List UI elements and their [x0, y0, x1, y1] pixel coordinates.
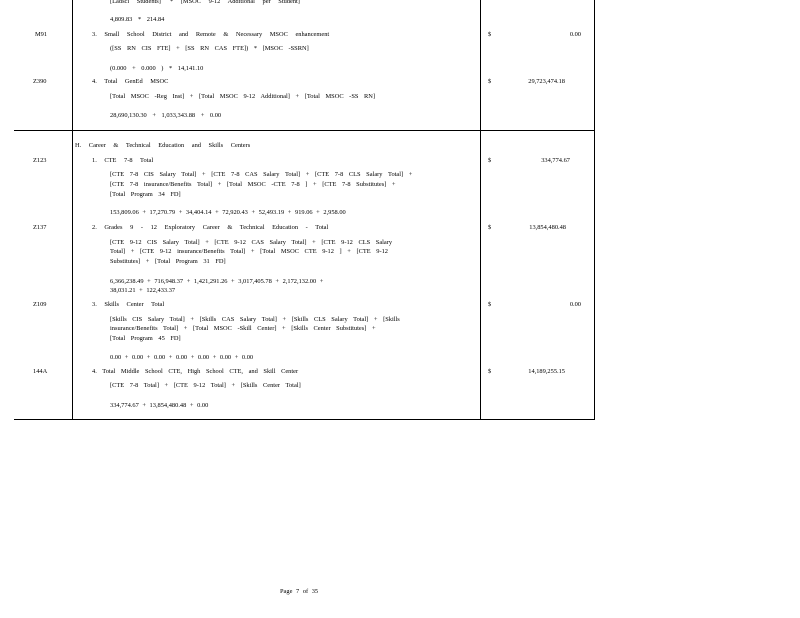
z137-values-line1: 6,366,238.49 + 716,948.37 + 1,421,291.26 + 3,017,405.78 + 2,172,132.00 + [110, 278, 324, 285]
amount-column-rule [480, 0, 481, 420]
m91-dollar: $ [488, 31, 492, 38]
z137-formula-line1: [CTE 9-12 CIS Salary Total] + [CTE 9-12 CAS Salary Total] + [CTE 9-12 CLS Salary [110, 239, 393, 246]
m91-formula: ([SS RN CIS FTE] + [SS RN CAS FTE]) * [MSOC -SSRN] [110, 45, 309, 52]
page-number: Page 7 of 35 [280, 588, 319, 595]
144a-dollar: $ [488, 368, 492, 375]
z123-formula-line1: [CTE 7-8 CIS Salary Total] + [CTE 7-8 CAS Salary Total] + [CTE 7-8 CLS Salary Total] + [110, 171, 413, 178]
z123-dollar: $ [488, 157, 492, 164]
m91-title: 3. Small School District and Remote & Necessary MSOC enhancement [92, 31, 330, 38]
row-code-z109: Z109 [33, 301, 47, 308]
row-code-z123: Z123 [33, 157, 47, 164]
row-code-z137: Z137 [33, 224, 47, 231]
z137-amount: 13,854,480.48 [529, 224, 566, 231]
row-code-144a: 144A [33, 368, 48, 375]
z137-formula-line2: Total] + [CTE 9-12 insurance/Benefits Total] + [Total MSOC CTE 9-12 ] + [CTE 9-12 [110, 248, 388, 255]
m91-amount: 0.00 [569, 31, 581, 38]
z390-values: 28,690,130.30 + 1,033,343.88 + 0.00 [110, 112, 222, 119]
144a-title: 4. Total Middle School CTE, High School CTE, and Skill Center [92, 368, 299, 375]
z137-title: 2. Grades 9 - 12 Exploratory Career & Technical Education - Total [92, 224, 329, 231]
z109-amount: 0.00 [569, 301, 581, 308]
row-code-z390: Z390 [33, 78, 47, 85]
z109-formula-line3: [Total Program 45 FD] [110, 335, 181, 342]
z109-dollar: $ [488, 301, 492, 308]
z109-formula-line1: [Skills CIS Salary Total] + [Skills CAS Salary Total] + [Skills CLS Salary Total] + [Skills [110, 316, 400, 323]
144a-values: 334,774.67 + 13,854,480.48 + 0.00 [110, 402, 209, 409]
z123-formula-line3: [Total Program 34 FD] [110, 191, 181, 198]
z390-amount: 29,723,474.18 [528, 78, 565, 85]
table-bottom-rule [14, 419, 595, 420]
144a-amount: 14,189,255.15 [528, 368, 565, 375]
section-divider [14, 130, 595, 131]
row-code-m91: M91 [35, 31, 48, 38]
z137-dollar: $ [488, 224, 492, 231]
144a-formula: [CTE 7-8 Total] + [CTE 9-12 Total] + [Skills Center Total] [110, 382, 301, 389]
z109-values: 0.00 + 0.00 + 0.00 + 0.00 + 0.00 + 0.00 + 0.00 [110, 354, 254, 361]
z123-title: 1. CTE 7-8 Total [92, 157, 154, 164]
right-border-rule [594, 0, 595, 420]
section-h-heading: H. Career & Technical Education and Skills Centers [75, 142, 251, 149]
z390-title: 4. Total GenEd MSOC [92, 78, 169, 85]
z123-formula-line2: [CTE 7-8 insurance/Benefits Total] + [Total MSOC -CTE 7-8 ] + [CTE 7-8 Substitutes] + [110, 181, 396, 188]
left-column-rule [72, 0, 73, 420]
z390-dollar: $ [488, 78, 492, 85]
fragment-formula-a: [Ladsci Students] [110, 0, 161, 5]
z137-formula-line3: Substitutes] + [Total Program 31 FD] [110, 258, 226, 265]
z390-formula: [Total MSOC -Reg Inst] + [Total MSOC 9-12 Additional] + [Total MSOC -SS RN] [110, 93, 376, 100]
z109-formula-line2: insurance/Benefits Total] + [Total MSOC -Skill Center] + [Skills Center Substitutes] + [110, 325, 376, 332]
z109-title: 3. Skills Center Total [92, 301, 165, 308]
m91-values: (0.000 + 0.000 ) * 14,141.10 [110, 65, 204, 72]
z123-values: 153,809.06 + 17,270.79 + 34,404.14 + 72,920.43 + 52,493.19 + 919.06 + 2,958.00 [110, 209, 346, 216]
fragment-formula-b: * [MSOC 9-12 Additional per Student] [170, 0, 300, 5]
fragment-values: 4,809.83 * 214.84 [110, 16, 165, 23]
z137-values-line2: 38,031.21 + 122,433.37 [110, 287, 176, 294]
z123-amount: 334,774.67 [541, 157, 570, 164]
